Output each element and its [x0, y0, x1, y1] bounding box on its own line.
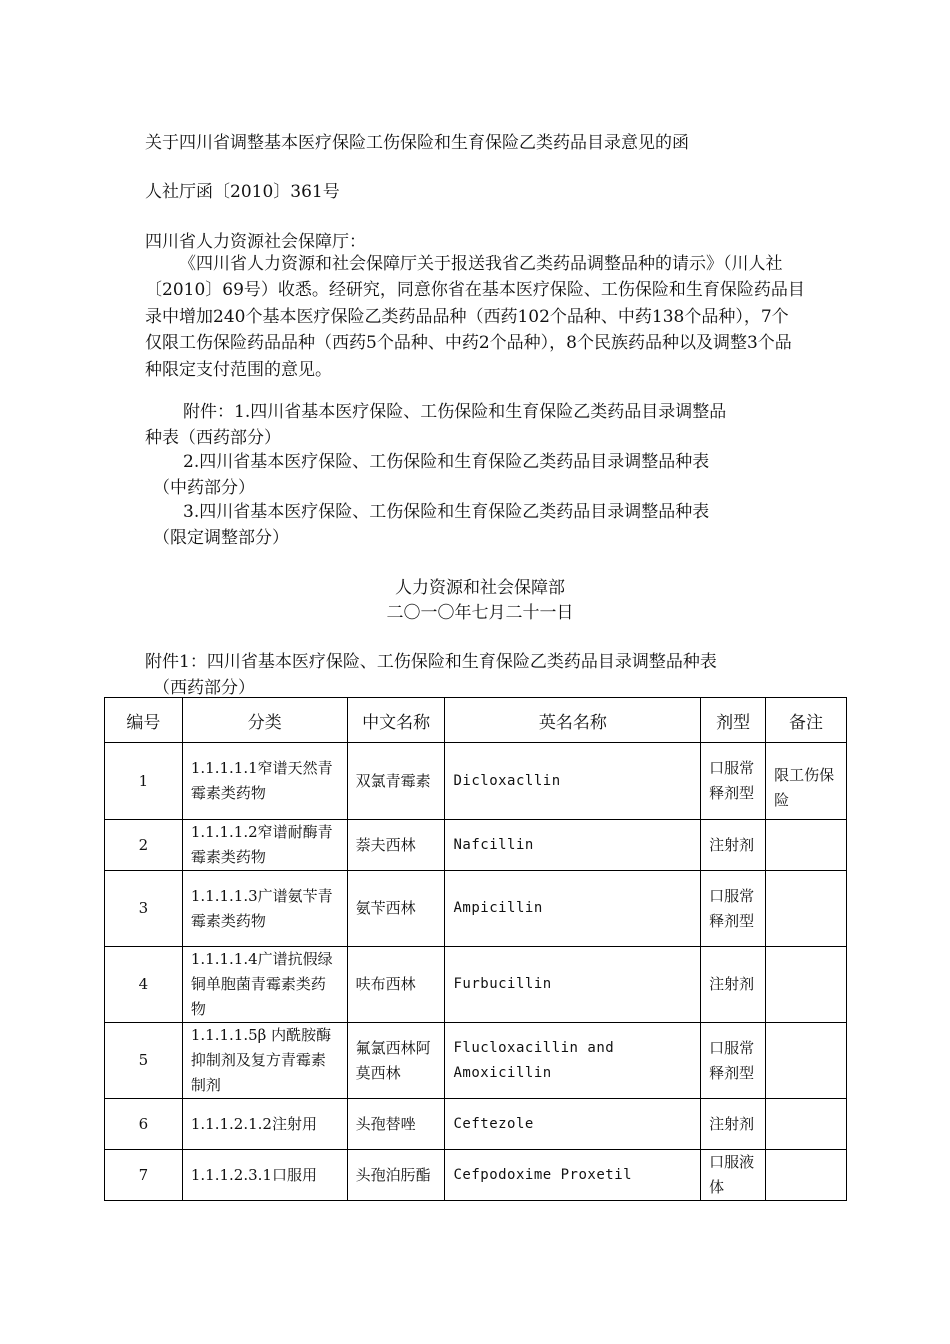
attachment-1-line1: 附件：1.四川省基本医疗保险、工伤保险和生育保险乙类药品目录调整品 — [183, 402, 727, 422]
cell-category: 1.1.1.1.4广谱抗假绿铜单胞菌青霉素类药物 — [182, 947, 347, 1023]
cell-category: 1.1.1.1.1窄谱天然青霉素类药物 — [182, 743, 347, 820]
table-title-line2: （西药部分） — [153, 678, 255, 698]
cell-category: 1.1.1.1.5β 内酰胺酶抑制剂及复方青霉素制剂 — [182, 1023, 347, 1099]
drug-table — [104, 697, 847, 1201]
signature-date-text: 二〇一〇年七月二十一日 — [386, 603, 574, 623]
cell-category: 1.1.1.1.3广谱氨苄青霉素类药物 — [182, 871, 347, 947]
addressee: 四川省人力资源社会保障厅： — [145, 232, 366, 252]
attachment-2-line1: 2.四川省基本医疗保险、工伤保险和生育保险乙类药品目录调整品种表 — [183, 452, 710, 472]
cell-no: 6 — [105, 1099, 183, 1150]
cell-en-name: Cefpodoxime Proxetil — [445, 1150, 701, 1201]
table-header-row — [105, 698, 847, 743]
cell-en-name: Ceftezole — [445, 1099, 701, 1150]
cell-dosage: 口服常释剂型 — [701, 1023, 766, 1099]
table-title-line1: 附件1：四川省基本医疗保险、工伤保险和生育保险乙类药品目录调整品种表 — [145, 652, 717, 672]
cell-no: 2 — [105, 820, 183, 871]
cell-cn-name: 氟氯西林阿莫西林 — [347, 1023, 445, 1099]
cell-no: 3 — [105, 871, 183, 947]
table-row — [105, 871, 847, 947]
cell-no: 5 — [105, 1023, 183, 1099]
attachment-3 — [145, 499, 805, 551]
cell-remark — [766, 947, 847, 1023]
cell-cn-name: 头孢替唑 — [347, 1099, 445, 1150]
attachment-2 — [145, 449, 805, 501]
signature-date — [0, 598, 950, 623]
cell-cn-name: 呋布西林 — [347, 947, 445, 1023]
cell-category: 1.1.1.2.1.2注射用 — [182, 1099, 347, 1150]
cell-en-name: Flucloxacillin and Amoxicillin — [445, 1023, 701, 1099]
header-cn-name: 中文名称 — [347, 698, 445, 743]
table-row — [105, 1150, 847, 1201]
document-title: 关于四川省调整基本医疗保险工伤保险和生育保险乙类药品目录意见的函 — [145, 133, 689, 153]
attachment-1 — [145, 399, 805, 451]
attachment-3-line1: 3.四川省基本医疗保险、工伤保险和生育保险乙类药品目录调整品种表 — [183, 502, 710, 522]
cell-remark — [766, 820, 847, 871]
attachment-2-line2: （中药部分） — [153, 478, 255, 498]
cell-cn-name: 头孢泊肟酯 — [347, 1150, 445, 1201]
attachment-3-line2: （限定调整部分） — [153, 528, 289, 548]
header-remark: 备注 — [766, 698, 847, 743]
cell-dosage: 口服常释剂型 — [701, 871, 766, 947]
header-category: 分类 — [182, 698, 347, 743]
header-en-name: 英名名称 — [445, 698, 701, 743]
cell-en-name: Furbucillin — [445, 947, 701, 1023]
table-row — [105, 947, 847, 1023]
table-title — [145, 649, 815, 701]
signature-org-text: 人力资源和社会保障部 — [395, 578, 565, 598]
cell-category: 1.1.1.1.2窄谱耐酶青霉素类药物 — [182, 820, 347, 871]
header-no: 编号 — [105, 698, 183, 743]
attachment-1-line2: 种表（西药部分） — [145, 428, 281, 448]
cell-no: 4 — [105, 947, 183, 1023]
table-row — [105, 743, 847, 820]
cell-cn-name: 双氯青霉素 — [347, 743, 445, 820]
cell-en-name: Dicloxacllin — [445, 743, 701, 820]
cell-remark: 限工伤保险 — [766, 743, 847, 820]
cell-en-name: Nafcillin — [445, 820, 701, 871]
cell-remark — [766, 1099, 847, 1150]
signature-organization — [0, 573, 950, 598]
body-paragraph: 《四川省人力资源和社会保障厅关于报送我省乙类药品调整品种的请示》（川人社〔2010〕69号）收悉。经研究，同意你省在基本医疗保险、工伤保险和生育保险药品目录中增加240个基本医疗保险乙类药品品种（西药102个品种、中药138个品种），7个仅限工伤保险药品品种（西药5个品种、中药2个品种），8个民族药品种以及调整3个品种限定支付范围的意见。 — [145, 254, 805, 380]
cell-cn-name: 氨苄西林 — [347, 871, 445, 947]
table-row — [105, 1023, 847, 1099]
cell-no: 1 — [105, 743, 183, 820]
cell-cn-name: 萘夫西林 — [347, 820, 445, 871]
cell-remark — [766, 871, 847, 947]
table-row — [105, 820, 847, 871]
cell-dosage: 口服常释剂型 — [701, 743, 766, 820]
cell-no: 7 — [105, 1150, 183, 1201]
cell-remark — [766, 1150, 847, 1201]
document-number: 人社厅函〔2010〕361号 — [145, 182, 340, 202]
table-row — [105, 1099, 847, 1150]
cell-remark — [766, 1023, 847, 1099]
cell-dosage: 注射剂 — [701, 1099, 766, 1150]
cell-dosage: 注射剂 — [701, 947, 766, 1023]
cell-dosage: 注射剂 — [701, 820, 766, 871]
header-dosage: 剂型 — [701, 698, 766, 743]
cell-category: 1.1.1.2.3.1口服用 — [182, 1150, 347, 1201]
cell-en-name: Ampicillin — [445, 871, 701, 947]
cell-dosage: 口服液体 — [701, 1150, 766, 1201]
